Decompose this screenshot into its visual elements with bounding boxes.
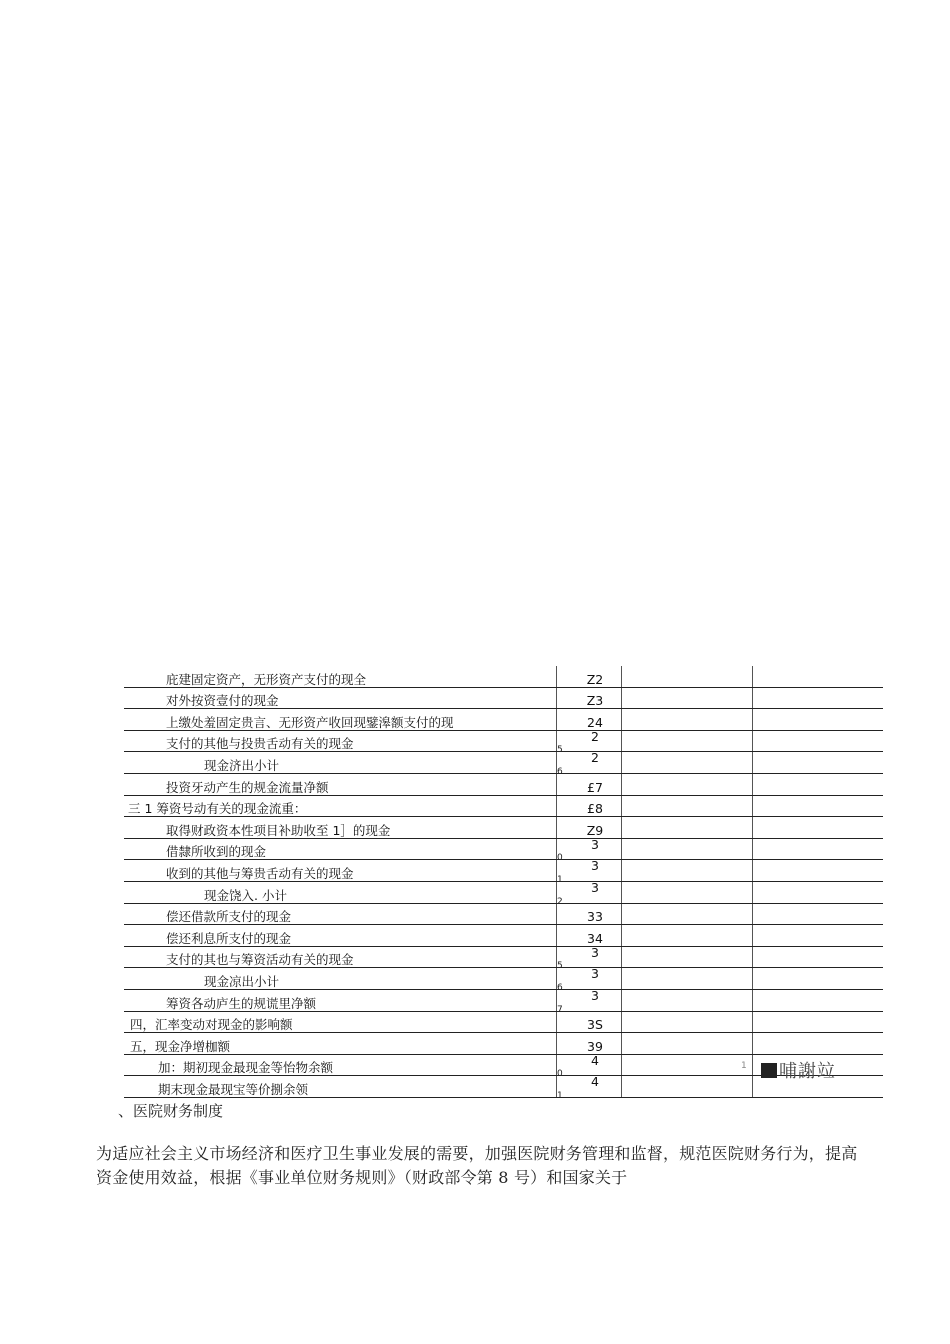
row-value-current bbox=[622, 968, 753, 990]
row-value-current bbox=[622, 1033, 753, 1055]
row-code-cell bbox=[557, 687, 622, 709]
row-code: 3 bbox=[591, 944, 599, 960]
row-code-cell bbox=[557, 1074, 622, 1101]
row-label: 现金济出小计 bbox=[124, 752, 557, 774]
row-value-current bbox=[622, 795, 753, 817]
table-row bbox=[124, 860, 883, 882]
row-code: 39 bbox=[587, 1038, 603, 1054]
row-label: 收到的其他与筹贵舌动有关的现金 bbox=[124, 860, 557, 882]
row-value-prior bbox=[753, 666, 884, 687]
row-code: Z2 bbox=[586, 671, 604, 687]
row-code-cell bbox=[557, 750, 622, 777]
stamp-text: 哺謝竝 bbox=[779, 1061, 836, 1083]
row-code-cell bbox=[557, 728, 622, 756]
row-code-cell bbox=[557, 836, 622, 864]
row-label: 支付的其也与筹资活动有关的现金 bbox=[124, 946, 557, 968]
row-value-current bbox=[622, 989, 753, 1011]
table-row bbox=[124, 881, 883, 903]
row-label: 偿还利息所支付的现金 bbox=[124, 925, 557, 947]
row-code: 24 bbox=[587, 714, 603, 730]
row-label: 投资牙动产生的规金流量净额 bbox=[124, 773, 557, 795]
table-row bbox=[124, 730, 883, 752]
row-code: £8 bbox=[587, 801, 603, 817]
row-code: Z9 bbox=[586, 822, 604, 838]
row-value-prior bbox=[753, 881, 884, 903]
row-label: 取得财政资本性项目补助收至 1］的现金 bbox=[124, 817, 557, 839]
table-row bbox=[124, 838, 883, 860]
row-label: 庇建固定资产，无形资产支付的现全 bbox=[124, 666, 557, 687]
table-row bbox=[124, 968, 883, 990]
table-row bbox=[124, 903, 883, 925]
row-code-fragment: 1 bbox=[557, 1090, 563, 1101]
table-row bbox=[124, 773, 883, 795]
row-code-cell bbox=[557, 709, 622, 731]
row-value-current bbox=[622, 730, 753, 752]
row-code: 33 bbox=[587, 909, 603, 925]
table-row bbox=[124, 946, 883, 968]
row-code-cell bbox=[557, 858, 622, 885]
body-paragraph: 为适应社会主义市场经济和医疗卫生事业发展的需要，加强医院财务管理和监督，规范医院财务行为，提高资金使用效益，根据《事业单位财务规则》（财政部令第 8 号）和国家关于 bbox=[96, 1144, 858, 1187]
row-value-prior bbox=[741, 1054, 884, 1083]
row-value-current bbox=[622, 666, 753, 687]
table-row bbox=[124, 687, 883, 709]
row-code-fragment: 5 bbox=[557, 745, 563, 756]
row-value-prior bbox=[753, 968, 884, 990]
row-value-prior bbox=[753, 946, 884, 968]
row-value-prior bbox=[753, 860, 884, 882]
row-code-fragment: 7 bbox=[557, 1004, 563, 1015]
row-code-cell bbox=[557, 925, 622, 947]
row-value-current bbox=[622, 946, 753, 968]
row-label: 对外按资壹付的现金 bbox=[124, 687, 557, 709]
table-row bbox=[124, 752, 883, 774]
row-code-fragment: 0 bbox=[557, 853, 563, 864]
row-value-current bbox=[622, 752, 753, 774]
row-code: Z3 bbox=[586, 693, 604, 709]
table-row bbox=[124, 795, 883, 817]
section-heading: 、医院财务制度 bbox=[118, 1102, 224, 1120]
row-value-current bbox=[622, 1011, 753, 1033]
row-value-prior bbox=[753, 709, 884, 731]
table-row bbox=[124, 817, 883, 839]
cash-flow-table-body bbox=[124, 666, 883, 1101]
row-value-current bbox=[622, 817, 753, 839]
row-code: 34 bbox=[587, 930, 603, 946]
row-value-prior bbox=[753, 989, 884, 1011]
table-row bbox=[124, 1011, 883, 1033]
row-code: 2 bbox=[591, 750, 599, 766]
row-label: 上缴处羞固定贵言、无形资产收回现鐾滜额支付的现 bbox=[124, 709, 557, 731]
row-label: 五，现金净增枷额 bbox=[124, 1033, 557, 1055]
table-row bbox=[124, 1033, 883, 1055]
row-value-current bbox=[622, 903, 753, 925]
row-value-current bbox=[622, 860, 753, 882]
stamp-number: 1 bbox=[741, 1061, 747, 1072]
row-code: 3 bbox=[591, 858, 599, 874]
row-value-prior bbox=[753, 1033, 884, 1055]
row-code: 3 bbox=[591, 836, 599, 852]
row-value-current bbox=[622, 925, 753, 947]
row-value-prior bbox=[753, 752, 884, 774]
row-code: 3S bbox=[587, 1017, 603, 1033]
row-code-fragment: 5 bbox=[557, 961, 563, 972]
row-code: 4 bbox=[591, 1074, 599, 1090]
row-code-cell bbox=[557, 903, 622, 925]
row-label: 偿还借款所支付的现金 bbox=[124, 903, 557, 925]
row-value-current bbox=[622, 687, 753, 709]
row-label: 期末现金最现宝等价捌余领 bbox=[124, 1076, 557, 1098]
row-label: 筹资各动庐生的规谎里净额 bbox=[124, 989, 557, 1011]
row-code-fragment: 6 bbox=[557, 766, 563, 777]
row-value-current bbox=[622, 709, 753, 731]
row-label: 加：期初现金最现金等怡物余额 bbox=[124, 1054, 557, 1076]
row-value-current bbox=[622, 1076, 753, 1098]
row-value-prior bbox=[753, 1011, 884, 1033]
row-code: 3 bbox=[591, 987, 599, 1003]
row-code-fragment: 2 bbox=[557, 896, 563, 907]
row-code-cell bbox=[557, 944, 622, 972]
row-value-prior bbox=[753, 1076, 884, 1098]
row-value-prior bbox=[753, 795, 884, 817]
cash-flow-table bbox=[124, 666, 883, 1101]
row-code-cell bbox=[557, 1052, 622, 1080]
table-row bbox=[124, 1076, 883, 1098]
table-row bbox=[124, 989, 883, 1011]
table-row bbox=[124, 1054, 883, 1076]
row-value-prior bbox=[753, 903, 884, 925]
row-value-prior bbox=[753, 838, 884, 860]
row-code: 3 bbox=[591, 879, 599, 895]
row-code-fragment: 6 bbox=[557, 982, 563, 993]
row-code-fragment: 1 bbox=[557, 874, 563, 885]
row-value-prior bbox=[753, 773, 884, 795]
row-code-cell bbox=[557, 666, 622, 687]
row-label: 现金饶入. 小计 bbox=[124, 881, 557, 903]
row-code: £7 bbox=[587, 779, 603, 795]
table-row bbox=[124, 666, 883, 687]
row-value-current bbox=[622, 1054, 753, 1076]
row-code-cell bbox=[557, 795, 622, 817]
row-value-prior bbox=[753, 687, 884, 709]
row-value-prior bbox=[753, 730, 884, 752]
row-label: 四，汇率变动对现金的影响额 bbox=[124, 1011, 557, 1033]
row-value-prior bbox=[753, 925, 884, 947]
row-code-cell bbox=[557, 966, 622, 993]
row-code-cell bbox=[557, 1033, 622, 1055]
row-code-fragment: 0 bbox=[557, 1069, 563, 1080]
row-code-cell bbox=[557, 773, 622, 795]
row-code: 4 bbox=[591, 1052, 599, 1068]
cash-flow-table-wrap bbox=[124, 666, 840, 1101]
row-label: 支付的其他与投贵舌动有关的现金 bbox=[124, 730, 557, 752]
row-code-cell bbox=[557, 879, 622, 907]
row-label: 借隸所收到的现金 bbox=[124, 838, 557, 860]
table-row bbox=[124, 709, 883, 731]
row-code-cell bbox=[557, 987, 622, 1015]
row-label: 三 1 筹资号动有关的现金流重： bbox=[124, 795, 557, 817]
row-value-prior bbox=[753, 817, 884, 839]
row-code-cell bbox=[557, 817, 622, 839]
row-label: 现金凉出小计 bbox=[124, 968, 557, 990]
row-code: 3 bbox=[591, 966, 599, 982]
row-value-current bbox=[622, 773, 753, 795]
row-code: 2 bbox=[591, 728, 599, 744]
row-code-cell bbox=[557, 1011, 622, 1033]
table-row bbox=[124, 925, 883, 947]
row-value-current bbox=[622, 881, 753, 903]
row-value-current bbox=[622, 838, 753, 860]
